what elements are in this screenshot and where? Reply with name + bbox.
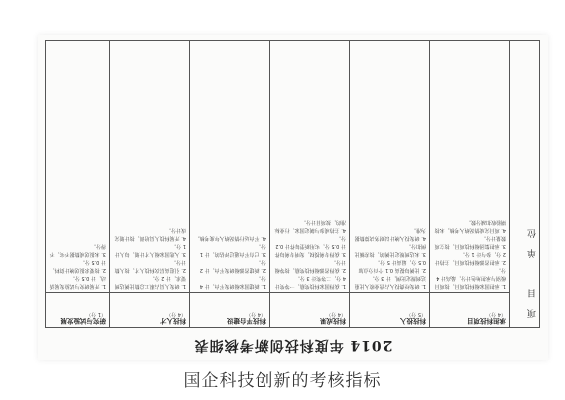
criteria-text: 1. 研发人员占职工总数比例达到要求，计 2 分。 2. 引进高层次科技人才，按人数计分。 3. 入选国家级人才计划，每人计 1 分。 4. 开展科技人员培训，按计划完成计分。 [114, 227, 186, 289]
column-header-3 [270, 293, 350, 328]
document-mirrored-view [38, 35, 548, 360]
criteria-cell-3 [270, 41, 350, 293]
column-title: 科技投入 [400, 317, 426, 325]
criteria-cell-1 [430, 41, 510, 293]
assessment-table [45, 40, 540, 328]
criteria-cell-6 [46, 41, 110, 293]
criteria-text: 1. 新建国家级研发平台，计 4 分。 2. 新建省部级研发平台，计 2 分。 3. 已有平台通过评估的，计 1 分。 4. 平台运行情况纳入年度考核。 [194, 235, 266, 289]
column-score: （4 分） [246, 311, 266, 317]
column-header-2 [350, 293, 430, 328]
document-title: 2014 年度科技创新考核细表 [193, 337, 393, 353]
column-title: 科技人才 [160, 317, 186, 325]
criteria-text: 1. 开展研究与试验发展活动，计 0.5 分。 2. 按要求报送统计资料，计 0.5 分。 3. 未报送或数据不实，不得分。 [49, 243, 106, 289]
criteria-text: 1. 获得国家科技奖励，一等奖计 4 分，二等奖计 3 分。 2. 获得省部级科技奖励，按等级计分。 3. 获得专利授权，发明专利每件计 0.5 分，实用新型每件计 0.2 分。 4. 主持或参与制定国家、行业标准的，按项目计分。 [274, 219, 346, 289]
column-score: （4 分） [486, 311, 506, 317]
criteria-cell-4 [190, 41, 270, 293]
column-score: （5 分） [406, 311, 426, 317]
column-header-5 [110, 293, 190, 328]
column-score: （4 分） [166, 311, 186, 317]
column-score: （1 分） [86, 311, 106, 317]
column-title: 科技平台建设 [227, 317, 266, 325]
criteria-cell-5 [110, 41, 190, 293]
row-label-cell [510, 41, 540, 328]
table-body-row [46, 41, 540, 293]
column-title: 承担科技项目 [467, 317, 506, 325]
criteria-cell-2 [350, 41, 430, 293]
column-title: 研究与试验发展 [60, 317, 106, 325]
row-label: 项 目 单 位 [526, 227, 536, 317]
column-title: 科技成果 [320, 317, 346, 325]
table-header-row [46, 293, 540, 328]
column-header-1 [430, 293, 510, 328]
image-caption: 国企科技创新的考核指标 [183, 371, 382, 391]
document-photo [38, 35, 548, 360]
criteria-text: 1. 承担国家级科技项目，按项目级别与承担角色计分，最高计 4 分。 2. 承担省部级科技项目，主持计 2 分，参与计 1 分。 3. 承担集团级科技项目，按立项数量计分。 4. 项目完成情况纳入考核，未按期验收扣减分数。 [434, 219, 506, 289]
column-header-6 [46, 293, 110, 328]
column-header-4 [190, 293, 270, 328]
criteria-text: 1. 研发经费投入占营业收入比重达到规定比例，计 3 分。 2. 比例每提高 0.1 个百分点加 0.5 分，最高计 5 分。 3. 未达到规定比例的，按差额比例扣分。 4. 研发投入统计以财务决算数据为准。 [354, 227, 426, 289]
column-score: （4 分） [326, 311, 346, 317]
